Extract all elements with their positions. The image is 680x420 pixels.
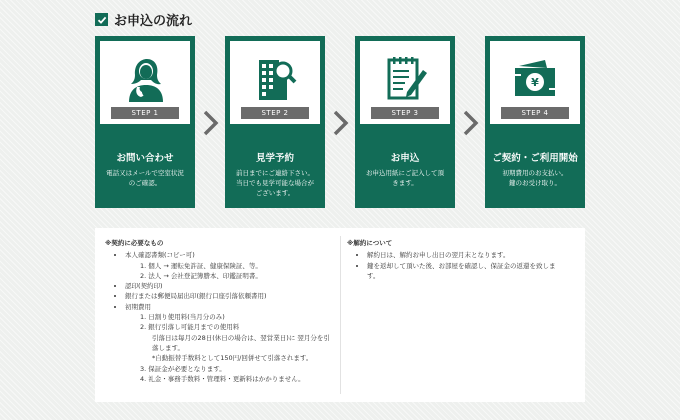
list-item: • 解約日は、解約お申し出日の翌月末となります。: [367, 250, 577, 260]
cancel-title: ※解約について: [347, 239, 393, 247]
list-item: • 初期費用 1. 日割り使用料(当月分のみ) 2. 銀行引落し可能月までの使用料 引落日は毎月の28日(休日の場合は、翌営業日)に 翌月分を引 落します。 *自動振替手数料として150円/回併せて引落されます。 3. 保証金が必要となります。 4. 礼金・事務手数料・管理料・更新料はかかりません。: [125, 302, 335, 384]
section-title: お申込の流れ: [114, 14, 193, 29]
contract-title: ※契約に必要なもの: [105, 239, 164, 247]
list-item: • 銀行または郵便局届出印(銀行口座引落依頼書用): [125, 291, 335, 301]
step-badge: STEP 2: [241, 107, 309, 119]
step-description: 電話又はメールで空室状況 のご確認。: [106, 169, 184, 187]
divider: [340, 236, 341, 394]
step-badge: STEP 1: [111, 107, 179, 119]
clipboard-pen-icon: [360, 54, 450, 102]
svg-text:¥: ¥: [531, 76, 539, 89]
list-item: • 鍵を返却して頂いた後、お部屋を確認し、保証金の返還を致しま す。: [367, 261, 577, 282]
info-panel: [95, 228, 585, 402]
chevron-right-icon: [332, 110, 350, 136]
list-item: • 本人確認書類(コピー可) 1. 個人 → 運転免許証、健康保険証、等。 2. 法人 → 会社登記簿謄本、印鑑証明書。: [125, 250, 335, 281]
step-card-2: [225, 36, 325, 208]
step-badge: STEP 3: [371, 107, 439, 119]
yen-wallet-icon: [490, 54, 580, 102]
step-title: ご契約・ご利用開始: [492, 153, 578, 164]
step-description: 前日までにご連絡下さい。 当日でも見学可能な場合が ございます。: [236, 169, 314, 197]
step-title: 見学予約: [255, 153, 294, 164]
step-title: お問い合わせ: [116, 153, 174, 164]
step-card-1: [95, 36, 195, 208]
cancellation-info: [347, 238, 577, 281]
step-badge: STEP 4: [501, 107, 569, 119]
building-magnifier-icon: [230, 54, 320, 102]
operator-headset-icon: [100, 54, 190, 102]
step-title: お申込: [390, 153, 420, 164]
step-card-4: [485, 36, 585, 208]
contract-requirements: [105, 238, 335, 384]
chevron-right-icon: [462, 110, 480, 136]
step-description: お申込用紙にご記入して頂 きます。: [366, 169, 444, 187]
list-item: • 認印(契約印): [125, 281, 335, 291]
step-description: 初期費用のお支払い。 鍵のお受け取り。: [502, 169, 568, 187]
step-card-3: [355, 36, 455, 208]
checkbox-icon: [95, 13, 108, 26]
section-heading: [95, 10, 192, 29]
chevron-right-icon: [202, 110, 220, 136]
